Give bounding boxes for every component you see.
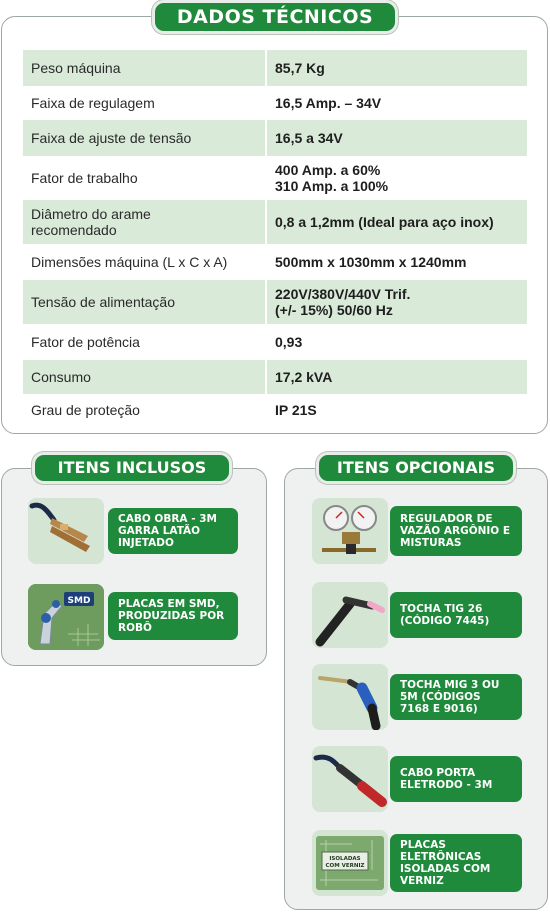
spec-value: 16,5 a 34V (266, 120, 527, 156)
mig-torch-icon (312, 664, 388, 730)
spec-value: 500mm x 1030mm x 1240mm (275, 254, 467, 270)
smd-badge: SMD (67, 596, 91, 606)
included-item-label: PLACAS EM SMD, PRODUZIDAS POR ROBÔ (108, 592, 238, 640)
spec-value: 85,7 Kg (266, 50, 527, 86)
optional-item-label: TOCHA MIG 3 OU 5M (CÓDIGOS 7168 E 9016) (390, 674, 522, 720)
optional-items-title: ITENS OPCIONAIS (316, 452, 516, 484)
spec-label: Faixa de ajuste de tensão (23, 120, 266, 156)
smd-board-robot-icon (28, 584, 104, 650)
spec-row (23, 244, 527, 280)
optional-item-label: TOCHA TIG 26 (CÓDIGO 7445) (390, 592, 522, 638)
spec-label: Tensão de alimentação (23, 280, 266, 324)
spec-value: 0,93 (275, 334, 303, 350)
spec-label: Grau de proteção (23, 394, 266, 426)
spec-label: Diâmetro do arame recomendado (23, 200, 266, 244)
spec-value: IP 21S (275, 402, 317, 418)
spec-row (23, 156, 527, 200)
spec-row (23, 86, 527, 120)
spec-row (23, 324, 527, 360)
spec-row (23, 394, 527, 426)
included-item-label: CABO OBRA - 3M GARRA LATÃO INJETADO (108, 508, 238, 554)
tech-data-title: DADOS TÉCNICOS (152, 0, 398, 34)
optional-item-label: REGULADOR DE VAZÃO ARGÔNIO E MISTURAS (390, 506, 522, 556)
spec-row (23, 200, 527, 244)
ground-clamp-cable-icon (28, 498, 104, 564)
spec-row (23, 280, 527, 324)
tig-torch-icon (312, 582, 388, 648)
spec-value: 220V/380V/440V Trif. (+/- 15%) 50/60 Hz (266, 280, 527, 324)
spec-row (23, 360, 527, 394)
optional-item-label: CABO PORTA ELETRODO - 3M (390, 756, 522, 802)
spec-label: Faixa de regulagem (23, 86, 266, 120)
electrode-holder-icon (312, 746, 388, 812)
optional-item-label: PLACAS ELETRÔNICAS ISOLADAS COM VERNIZ (390, 834, 522, 892)
spec-label: Fator de trabalho (23, 156, 266, 200)
spec-value: 16,5 Amp. – 34V (275, 95, 382, 111)
spec-value: 17,2 kVA (266, 360, 527, 394)
spec-row (23, 50, 527, 86)
spec-table (23, 50, 527, 426)
varnished-board-icon (312, 830, 388, 896)
spec-row (23, 120, 527, 156)
spec-label: Consumo (23, 360, 266, 394)
spec-label: Fator de potência (23, 324, 266, 360)
included-items-title: ITENS INCLUSOS (32, 452, 232, 484)
svg-text:ISOLADAS: ISOLADAS (329, 856, 361, 862)
spec-label: Peso máquina (23, 50, 266, 86)
spec-label: Dimensões máquina (L x C x A) (23, 244, 266, 280)
spec-value: 0,8 a 1,2mm (Ideal para aço inox) (266, 200, 527, 244)
gas-regulator-icon (312, 498, 388, 564)
svg-text:COM VERNIZ: COM VERNIZ (325, 863, 365, 869)
spec-value: 400 Amp. a 60% 310 Amp. a 100% (275, 162, 389, 194)
